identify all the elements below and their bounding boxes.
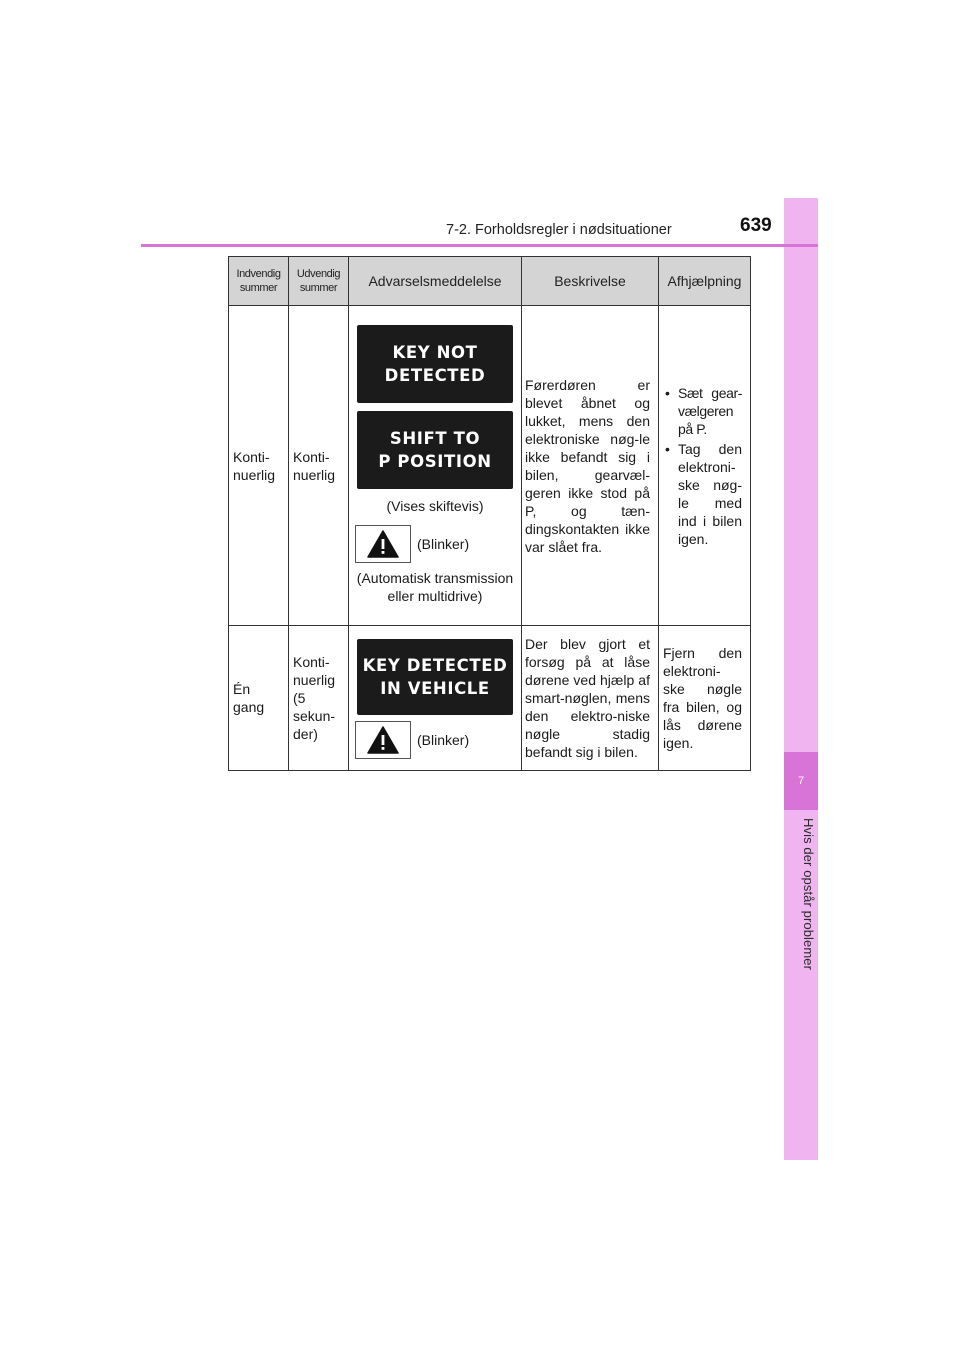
page-number: 639 (740, 215, 772, 236)
chapter-number-tab[interactable]: 7 (784, 752, 818, 810)
display-key-not-detected: KEY NOT DETECTED (357, 325, 513, 403)
table-row (229, 626, 751, 771)
blink-indicator (355, 525, 515, 563)
display-key-detected-in-vehicle: KEY DETECTED IN VEHICLE (357, 639, 513, 715)
warning-triangle-icon (355, 525, 411, 563)
blink-caption: (Blinker) (417, 732, 470, 748)
blink-caption: (Blinker) (417, 535, 470, 552)
chapter-sidebar (784, 198, 818, 1160)
internal-buzzer-cell: Konti-nuerlig (229, 306, 289, 626)
warning-message-cell (349, 626, 522, 771)
list-item: • Sæt gear-vælgeren på P. (663, 384, 742, 438)
remedy-cell (659, 306, 751, 626)
header-internal-buzzer: Indvendig summer (229, 257, 289, 306)
remedy-cell: Fjern den elektroni-ske nøgle fra bilen, og lås dørene igen. (659, 626, 751, 771)
transmission-note: (Automatisk transmission eller multidrive) (356, 569, 514, 604)
description-cell: Der blev gjort et forsøg på at låse dørene ved hjælp af smart-nøglen, mens den elektro-niske nøgle stadig befandt sig i bilen. (522, 626, 659, 771)
warning-message-cell (349, 306, 522, 626)
description-cell: Førerdøren er blevet åbnet og lukket, mens den elektroniske nøg-le ikke befandt sig i bilen, gearvæl-geren ikke stod på P, og tæn-dingskontakten ikke var slået fra. (522, 306, 659, 626)
warning-table (228, 256, 751, 771)
table-row (229, 306, 751, 626)
chapter-title: Hvis der opstår problemer (801, 818, 816, 971)
header-rule (141, 244, 818, 247)
warning-triangle-icon (355, 721, 411, 759)
internal-buzzer-cell: Én gang (229, 626, 289, 771)
header-external-buzzer: Udvendig summer (289, 257, 349, 306)
display-shift-to-p: SHIFT TO P POSITION (357, 411, 513, 489)
shown-alternately-caption: (Vises skiftevis) (386, 497, 484, 514)
remedy-list (663, 384, 742, 548)
list-item: • Tag den elektroni-ske nøg-le med ind i bilen igen. (663, 440, 742, 548)
section-title: 7-2. Forholdsregler i nødsituationer (446, 222, 672, 238)
table-header-row (229, 257, 751, 306)
header-warning-message: Advarselsmeddelelse (349, 257, 522, 306)
header-remedy: Afhjælpning (659, 257, 751, 306)
header-description: Beskrivelse (522, 257, 659, 306)
blink-indicator (355, 721, 515, 759)
external-buzzer-cell: Konti-nuerlig (289, 306, 349, 626)
external-buzzer-cell: Konti-nuerlig (5 sekun-der) (289, 626, 349, 771)
